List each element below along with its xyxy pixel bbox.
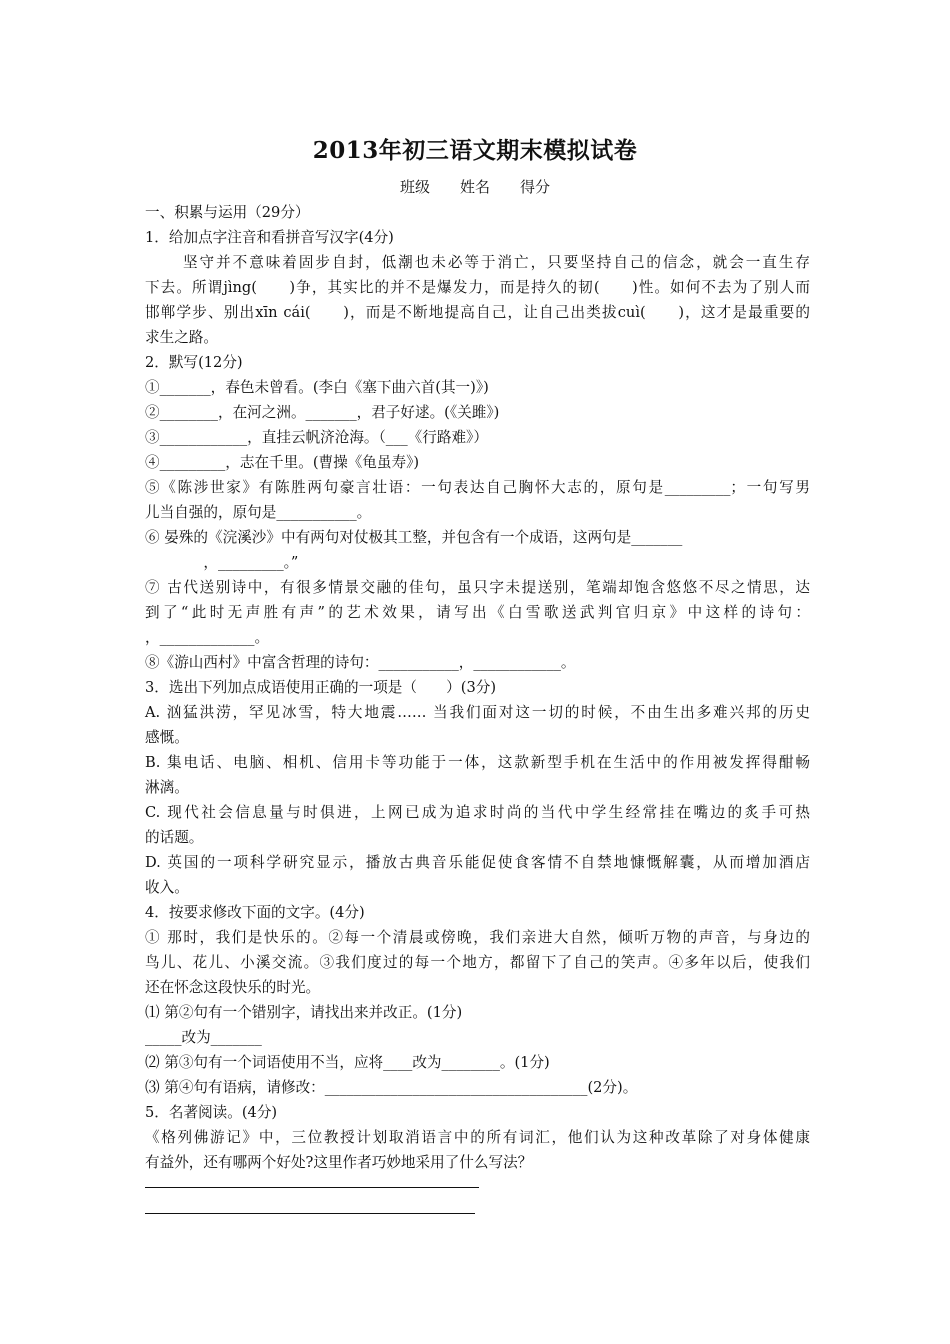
option-a: A. 汹猛洪涝，罕见冰雪，特大地震…… 当我们面对这一切的时候，不由生出多难兴邦的历史 (145, 704, 810, 721)
dictation-item: ，_____________。 (145, 629, 270, 646)
dictation-item: ②________，在河之洲。_______，君子好逑。(《关雎》) (145, 404, 500, 421)
dictation-item: ，_________。” (145, 554, 299, 571)
dictation-item: ⑤《陈涉世家》有陈胜两句豪言壮语：一句表达自己胸怀大志的，原句是_________；一句写男 (145, 479, 810, 496)
subquestion-1: ⑴ 第②句有一个错别字，请找出来并改正。(1分) (145, 1004, 463, 1021)
question-3-heading: 3．选出下列加点成语使用正确的一项是（ ）(3分) (145, 679, 497, 696)
option-b-cont: 淋漓。 (145, 779, 189, 796)
option-a-cont: 感慨。 (145, 729, 189, 746)
option-c: C. 现代社会信息量与时俱进，上网已成为追求时尚的当代中学生经常挂在嘴边的炙手可热 (145, 804, 810, 821)
passage-line: 邯郸学步、别出xīn cái( )，而是不断地提高自己，让自己出类拔cuì( )，这才是最重要的 (145, 304, 810, 321)
subquestion-3: ⑶ 第④句有语病，请修改：____________________________________(2分)。 (145, 1079, 638, 1096)
option-b: B. 集电话、电脑、相机、信用卡等功能于一体，这款新型手机在生活中的作用被发挥得酣畅 (145, 754, 810, 771)
option-d: D. 英国的一项科学研究显示，播放古典音乐能促使食客情不自禁地慷慨解囊，从而增加酒店 (145, 854, 810, 871)
answer-line (145, 1213, 475, 1214)
dictation-item: ⑦ 古代送别诗中，有很多情景交融的佳句，虽只字未提送别，笔端却饱含悠悠不尽之情思，达 (145, 579, 810, 596)
question-5-heading: 5．名著阅读。(4分) (145, 1104, 278, 1121)
reading-question-line: 《格列佛游记》中，三位教授计划取消语言中的所有词汇，他们认为这种改革除了对身体健康 (145, 1129, 810, 1146)
passage-line: 坚守并不意味着固步自封，低潮也未必等于消亡，只要坚持自己的信念，就会一直生存 (183, 254, 810, 271)
passage-line: 下去。所谓jìng( )争，其实比的并不是爆发力，而是持久的韧( )性。如何不去为了别人而 (145, 279, 810, 296)
revision-passage-line: 还在怀念这段快乐的时光。 (145, 979, 321, 996)
dictation-item: 儿当自强的，原句是___________。 (145, 504, 372, 521)
section-heading: 一、积累与运用（29分） (145, 204, 310, 221)
subquestion-1-answer: _____改为_______ (145, 1029, 262, 1046)
dictation-item: ⑧《游山西村》中富含哲理的诗句：___________，____________。 (145, 654, 576, 671)
dictation-item: ①_______，春色未曾看。(李白《塞下曲六首(其一)》) (145, 379, 489, 396)
revision-passage-line: ① 那时，我们是快乐的。②每一个清晨或傍晚，我们亲进大自然，倾听万物的声音，与身边的 (145, 929, 810, 946)
dictation-item: 到了“此时无声胜有声”的艺术效果，请写出《白雪歌送武判官归京》中这样的诗句： (145, 604, 810, 621)
option-c-cont: 的话题。 (145, 829, 204, 846)
revision-passage-line: 鸟儿、花儿、小溪交流。③我们度过的每一个地方，都留下了自己的笑声。④多年以后，使我们 (145, 954, 810, 971)
subquestion-2: ⑵ 第③句有一个词语使用不当，应将____改为________。(1分) (145, 1054, 550, 1071)
question-4-heading: 4．按要求修改下面的文字。(4分) (145, 904, 365, 921)
dictation-item: ⑥ 晏殊的《浣溪沙》中有两句对仗极其工整，并包含有一个成语，这两句是_______ (145, 529, 683, 546)
exam-body (145, 200, 810, 1175)
exam-title: 2013年初三语文期末模拟试卷 (312, 137, 638, 164)
reading-question-line: 有益外，还有哪两个好处?这里作者巧妙地采用了什么写法？ (145, 1154, 533, 1171)
answer-line (145, 1187, 479, 1188)
student-info-line: 班级 姓名 得分 (399, 178, 550, 196)
question-1-heading: 1．给加点字注音和看拼音写汉字(4分) (145, 229, 394, 246)
option-d-cont: 收入。 (145, 879, 189, 896)
passage-line: 求生之路。 (145, 329, 218, 346)
dictation-item: ③____________，直挂云帆济沧海。（___《行路难》） (145, 429, 488, 446)
question-2-heading: 2．默写(12分) (145, 354, 243, 371)
dictation-item: ④_________，志在千里。(曹操《龟虽寿》) (145, 454, 420, 471)
